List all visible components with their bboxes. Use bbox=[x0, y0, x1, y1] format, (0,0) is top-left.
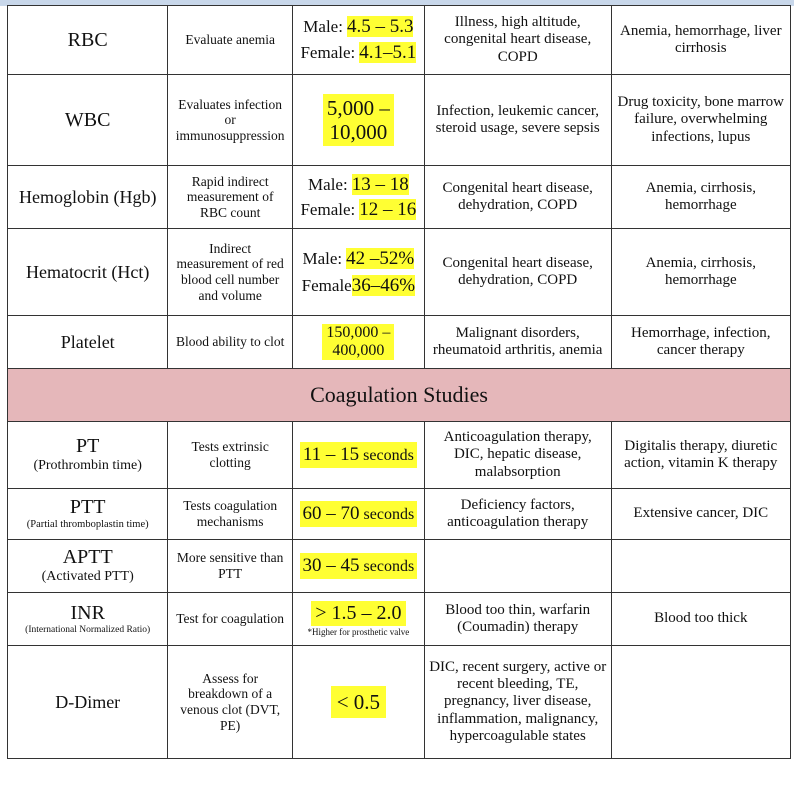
table-row bbox=[8, 316, 791, 369]
range-line: 400,000 bbox=[332, 342, 385, 359]
increased-causes: Anticoagulation therapy, DIC, hepatic disease, malabsorption bbox=[424, 422, 611, 489]
section-header-row bbox=[8, 369, 791, 422]
purpose-line: RBC count bbox=[199, 204, 261, 220]
range-footnote: *Higher for prosthetic valve bbox=[307, 626, 410, 637]
increased-causes: Malignant disorders, rheumatoid arthritis, anemia bbox=[424, 316, 611, 369]
table-row bbox=[8, 75, 791, 166]
range-label: Female: bbox=[300, 43, 356, 62]
range-label: Female: bbox=[300, 199, 356, 219]
range-value: 36–46% bbox=[351, 274, 416, 296]
table-row bbox=[8, 422, 791, 489]
increased-causes: Blood too thin, warfarin (Coumadin) therapy bbox=[424, 593, 611, 646]
test-name: Hematocrit (Hct) bbox=[8, 229, 168, 316]
range-value: 42 –52% bbox=[346, 247, 415, 269]
table-row bbox=[8, 166, 791, 229]
range-value: 12 – 16 bbox=[359, 198, 417, 220]
test-name-cell bbox=[8, 489, 168, 540]
test-name-cell bbox=[8, 593, 168, 646]
test-name: PTT bbox=[69, 496, 106, 519]
normal-range bbox=[292, 646, 424, 759]
lab-values-table bbox=[7, 5, 791, 759]
purpose-line: measurement of bbox=[186, 189, 274, 205]
test-name: RBC bbox=[8, 6, 168, 75]
test-name: Hemoglobin (Hgb) bbox=[8, 166, 168, 229]
test-purpose bbox=[168, 75, 293, 166]
normal-range bbox=[292, 316, 424, 369]
range-value: 13 – 18 bbox=[351, 173, 409, 195]
range-value: < 0.5 bbox=[331, 686, 386, 718]
range-number: 60 – 70 bbox=[302, 503, 360, 525]
purpose-line: Indirect bbox=[209, 240, 252, 256]
decreased-causes bbox=[611, 540, 790, 593]
increased-causes: Deficiency factors, anticoagulation therapy bbox=[424, 489, 611, 540]
range-number: 11 – 15 bbox=[302, 444, 360, 466]
test-name: PT bbox=[76, 435, 100, 458]
test-purpose: More sensitive than PTT bbox=[168, 540, 293, 593]
purpose-line: blood cell number bbox=[181, 272, 280, 287]
range-value: 4.1–5.1 bbox=[359, 42, 417, 63]
normal-range bbox=[292, 422, 424, 489]
test-purpose: Tests extrinsic clotting bbox=[168, 422, 293, 489]
purpose-line: Rapid indirect bbox=[191, 173, 269, 189]
range-unit: seconds bbox=[363, 447, 414, 465]
range-value bbox=[322, 324, 394, 361]
test-name-cell bbox=[8, 540, 168, 593]
range-unit: seconds bbox=[363, 506, 415, 524]
decreased-causes bbox=[611, 646, 790, 759]
normal-range bbox=[292, 229, 424, 316]
decreased-causes: Drug toxicity, bone marrow failure, overwhelming infections, lupus bbox=[611, 75, 790, 166]
table-row bbox=[8, 489, 791, 540]
test-fullname: (Partial thromboplastin time) bbox=[26, 519, 149, 531]
purpose-line: venous clot (DVT, bbox=[180, 702, 281, 717]
increased-causes: DIC, recent surgery, active or recent bleeding, TE, pregnancy, liver disease, inflammation, malignancy, hypercoagulable states bbox=[424, 646, 611, 759]
range-number: 30 – 45 bbox=[302, 555, 360, 577]
normal-range bbox=[292, 593, 424, 646]
test-name: INR bbox=[70, 602, 105, 625]
purpose-line: measurement of red bbox=[176, 256, 284, 272]
test-name: APTT bbox=[62, 546, 113, 569]
test-name-cell bbox=[8, 422, 168, 489]
normal-range bbox=[292, 540, 424, 593]
range-label: Male: bbox=[303, 17, 343, 37]
table-row bbox=[8, 6, 791, 75]
range-unit: seconds bbox=[363, 558, 415, 576]
normal-range bbox=[292, 166, 424, 229]
test-purpose bbox=[168, 646, 293, 759]
purpose-line: breakdown of a bbox=[188, 686, 273, 702]
increased-causes: Infection, leukemic cancer, steroid usage, severe sepsis bbox=[424, 75, 611, 166]
purpose-line: immunosuppression bbox=[175, 127, 285, 143]
decreased-causes: Digitalis therapy, diuretic action, vitamin K therapy bbox=[611, 422, 790, 489]
normal-range bbox=[292, 75, 424, 166]
purpose-line: and volume bbox=[198, 287, 262, 303]
decreased-causes: Anemia, cirrhosis, hemorrhage bbox=[611, 229, 790, 316]
purpose-line: or bbox=[224, 112, 236, 128]
range-line: 5,000 – bbox=[326, 95, 390, 120]
test-name: Platelet bbox=[8, 316, 168, 369]
test-fullname: (Activated PTT) bbox=[41, 569, 134, 585]
test-purpose: Test for coagulation bbox=[168, 593, 293, 646]
table-row bbox=[8, 593, 791, 646]
test-name: D-Dimer bbox=[8, 646, 168, 759]
decreased-causes: Blood too thick bbox=[611, 593, 790, 646]
decreased-causes: Hemorrhage, infection, cancer therapy bbox=[611, 316, 790, 369]
range-value: > 1.5 – 2.0 bbox=[311, 601, 405, 626]
range-value: 4.5 – 5.3 bbox=[346, 16, 414, 38]
table-row bbox=[8, 646, 791, 759]
decreased-causes: Extensive cancer, DIC bbox=[611, 489, 790, 540]
table-row bbox=[8, 229, 791, 316]
range-value bbox=[300, 501, 418, 527]
test-purpose: Blood ability to clot bbox=[168, 316, 293, 369]
range-line: 150,000 – bbox=[326, 323, 391, 341]
test-purpose: Evaluate anemia bbox=[168, 6, 293, 75]
range-value bbox=[300, 442, 417, 468]
range-line: 10,000 bbox=[329, 120, 388, 144]
increased-causes bbox=[424, 540, 611, 593]
purpose-line: Assess for bbox=[202, 670, 259, 686]
range-label: Female bbox=[301, 275, 352, 295]
range-label: Male: bbox=[308, 174, 348, 194]
decreased-causes: Anemia, cirrhosis, hemorrhage bbox=[611, 166, 790, 229]
section-title: Coagulation Studies bbox=[8, 369, 791, 422]
range-label: Male: bbox=[302, 248, 343, 268]
purpose-line: PE) bbox=[220, 717, 241, 733]
test-purpose: Tests coagulation mechanisms bbox=[168, 489, 293, 540]
range-value bbox=[323, 94, 394, 146]
range-value bbox=[300, 553, 418, 579]
normal-range bbox=[292, 6, 424, 75]
test-fullname: (International Normalized Ratio) bbox=[25, 625, 151, 636]
test-name: WBC bbox=[8, 75, 168, 166]
normal-range bbox=[292, 489, 424, 540]
test-fullname: (Prothrombin time) bbox=[33, 458, 142, 474]
purpose-line: Evaluates infection bbox=[178, 96, 283, 112]
test-purpose bbox=[168, 166, 293, 229]
increased-causes: Congenital heart disease, dehydration, COPD bbox=[424, 166, 611, 229]
table-row bbox=[8, 540, 791, 593]
decreased-causes: Anemia, hemorrhage, liver cirrhosis bbox=[611, 6, 790, 75]
increased-causes: Illness, high altitude, congenital heart disease, COPD bbox=[424, 6, 611, 75]
test-purpose bbox=[168, 229, 293, 316]
increased-causes: Congenital heart disease, dehydration, COPD bbox=[424, 229, 611, 316]
